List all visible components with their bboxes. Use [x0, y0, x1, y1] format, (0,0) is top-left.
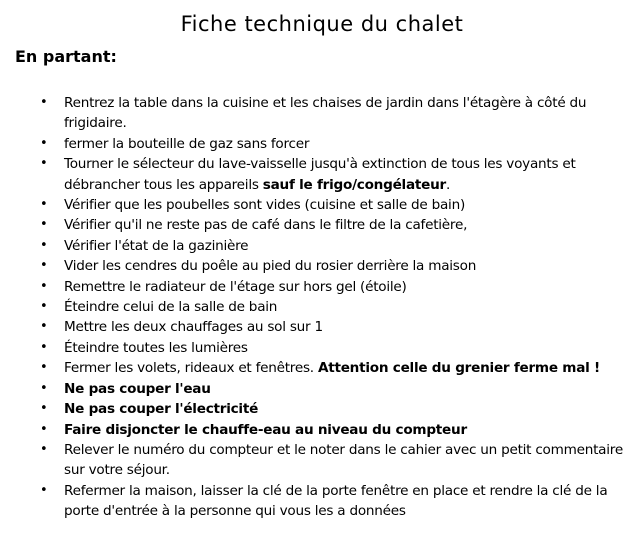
list-item [0, 420, 644, 440]
list-item [0, 297, 644, 317]
page-title: Fiche technique du chalet [180, 12, 464, 36]
bullet-icon: • [40, 380, 48, 396]
bullet-icon: • [40, 360, 48, 376]
bullet-icon: • [40, 401, 48, 417]
bullet-icon: • [40, 217, 48, 233]
bullet-icon: • [40, 319, 48, 335]
bullet-icon: • [40, 135, 48, 151]
list-item [0, 379, 644, 399]
list-item [0, 236, 644, 256]
emphasized-text: Attention celle du grenier ferme mal ! [317, 360, 600, 377]
checklist [0, 93, 644, 522]
bullet-icon: • [40, 95, 48, 110]
emphasized-text: sauf le frigo/congélateur [262, 176, 446, 193]
list-item [0, 195, 644, 215]
list-item [0, 317, 644, 337]
bullet-icon: • [40, 299, 48, 315]
item-text: Éteindre toutes les lumières [64, 339, 248, 356]
item-text: Vérifier que les poubelles sont vides (cuisine et salle de bain) [64, 197, 465, 214]
item-text: Remettre le radiateur de l'étage sur hors gel (étoile) [64, 278, 407, 295]
list-item [0, 440, 644, 481]
bullet-icon: • [40, 258, 48, 274]
bullet-icon: • [40, 156, 48, 172]
item-text: Fermer les volets, rideaux et fenêtres. [64, 360, 318, 377]
bullet-icon: • [40, 197, 48, 213]
item-text: Refermer la maison, laisser la clé de la porte fenêtre en place et rendre la clé de la porte d'entrée à la personne qui vous les a données [64, 482, 608, 520]
item-text: Vider les cendres du poêle au pied du rosier derrière la maison [64, 258, 477, 275]
item-text: Mettre les deux chauffages au sol sur 1 [64, 319, 323, 336]
bullet-icon: • [40, 421, 48, 437]
list-item [0, 256, 644, 276]
item-text: Vérifier qu'il ne reste pas de café dans le filtre de la cafetière, [64, 217, 468, 234]
list-item [0, 277, 644, 297]
item-text: Vérifier l'état de la gazinière [64, 237, 249, 254]
emphasized-text: Faire disjoncter le chauffe-eau au niveau du compteur [64, 421, 467, 438]
list-item [0, 93, 644, 134]
bullet-icon: • [40, 278, 48, 294]
item-text: Relever le numéro du compteur et le noter dans le cahier avec un petit commentaire sur votre séjour. [64, 441, 623, 479]
list-item [0, 134, 644, 154]
item-text: . [446, 176, 451, 193]
bullet-icon: • [40, 482, 48, 498]
list-item [0, 481, 644, 522]
list-item [0, 338, 644, 358]
list-item [0, 358, 644, 378]
list-item [0, 399, 644, 419]
item-text: Éteindre celui de la salle de bain [64, 299, 278, 316]
bullet-icon: • [40, 237, 48, 253]
item-text: fermer la bouteille de gaz sans forcer [64, 135, 310, 152]
bullet-icon: • [40, 441, 48, 457]
section-heading: En partant: [15, 47, 117, 66]
bullet-icon: • [40, 339, 48, 355]
list-item [0, 215, 644, 235]
list-item [0, 154, 644, 195]
emphasized-text: Ne pas couper l'électricité [64, 401, 259, 418]
emphasized-text: Ne pas couper l'eau [64, 380, 211, 397]
item-text: Rentrez la table dans la cuisine et les chaises de jardin dans l'étagère à côté du frigidaire. [64, 95, 587, 132]
item-text: Tourner le sélecteur du lave-vaisselle jusqu'à extinction de tous les voyants et débrancher tous les appareils [64, 156, 576, 193]
